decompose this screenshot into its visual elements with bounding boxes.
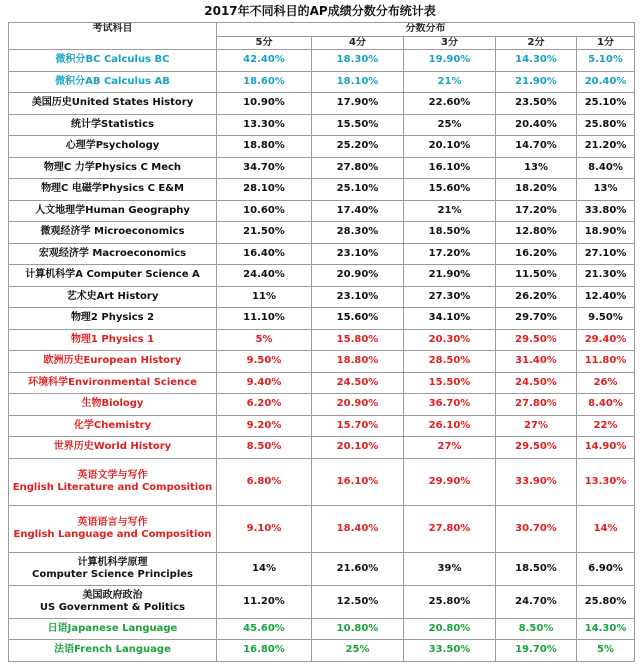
table-row (9, 372, 635, 394)
subject-label: 生物Biology (81, 398, 144, 410)
subject-label: Computer Science Principles (31, 568, 193, 580)
score-cell: 27% (496, 415, 577, 437)
subject-cell (9, 136, 217, 158)
score-cell: 18.20% (496, 179, 577, 201)
score-cell: 30.70% (496, 505, 577, 552)
score-cell: 8.40% (577, 157, 635, 179)
score-cell: 20.40% (577, 71, 635, 93)
score-cell: 17.90% (312, 93, 404, 115)
score-cell: 29.70% (496, 308, 577, 330)
score-cell: 20.10% (404, 136, 496, 158)
score-cell: 16.10% (404, 157, 496, 179)
subject-cell (9, 308, 217, 330)
score-cell: 11.20% (217, 585, 312, 618)
score-cell: 16.40% (217, 243, 312, 265)
score-cell: 10.90% (217, 93, 312, 115)
score-cell: 6.80% (217, 458, 312, 505)
subject-cell (9, 243, 217, 265)
subject-cell (9, 552, 217, 585)
table-row (9, 71, 635, 93)
subject-label: 欧洲历史European History (43, 355, 182, 367)
table-row (9, 265, 635, 287)
subject-cell (9, 179, 217, 201)
subject-label: 艺术史Art History (66, 290, 159, 302)
score-cell: 25.80% (577, 585, 635, 618)
table-row (9, 157, 635, 179)
subject-cell (9, 50, 217, 72)
subject-label: 微积分AB Calculus AB (55, 75, 170, 87)
score-cell: 34.70% (217, 157, 312, 179)
score-cell: 15.60% (404, 179, 496, 201)
score-header: 1分 (577, 36, 635, 50)
score-cell: 9.20% (217, 415, 312, 437)
table-row (9, 93, 635, 115)
score-cell: 5.10% (577, 50, 635, 72)
score-cell: 9.10% (217, 505, 312, 552)
score-cell: 13% (577, 179, 635, 201)
score-cell: 9.40% (217, 372, 312, 394)
score-table (8, 22, 635, 662)
score-cell: 21.20% (577, 136, 635, 158)
score-cell: 27.80% (404, 505, 496, 552)
subject-cell (9, 640, 217, 662)
subject-label: 法语French Language (54, 644, 171, 656)
score-cell: 19.90% (404, 50, 496, 72)
subject-label: 人文地理学Human Geography (35, 204, 190, 216)
score-cell: 13.30% (577, 458, 635, 505)
table-row (9, 415, 635, 437)
table-row (9, 618, 635, 640)
subject-label: 计算机科学A Computer Science A (25, 269, 200, 281)
score-cell: 6.20% (217, 394, 312, 416)
table-row (9, 222, 635, 244)
subject-label: 物理1 Physics 1 (70, 333, 155, 345)
score-cell: 10.60% (217, 200, 312, 222)
score-cell: 5% (217, 329, 312, 351)
score-cell: 8.40% (577, 394, 635, 416)
score-cell: 20.80% (404, 618, 496, 640)
score-cell: 20.40% (496, 114, 577, 136)
score-cell: 28.30% (312, 222, 404, 244)
score-cell: 16.10% (312, 458, 404, 505)
score-cell: 20.30% (404, 329, 496, 351)
score-cell: 16.20% (496, 243, 577, 265)
score-cell: 11.50% (496, 265, 577, 287)
table-row (9, 458, 635, 505)
subject-cell (9, 222, 217, 244)
subject-cell (9, 329, 217, 351)
score-cell: 9.50% (217, 351, 312, 373)
subject-label: 微积分BC Calculus BC (55, 54, 170, 66)
subject-cell (9, 505, 217, 552)
score-cell: 25% (404, 114, 496, 136)
score-cell: 20.90% (312, 265, 404, 287)
score-cell: 11% (217, 286, 312, 308)
score-cell: 18.50% (404, 222, 496, 244)
score-cell: 15.50% (404, 372, 496, 394)
score-cell: 14.70% (496, 136, 577, 158)
subject-cell (9, 286, 217, 308)
score-header: 4分 (312, 36, 404, 50)
subject-cell (9, 157, 217, 179)
score-cell: 16.80% (217, 640, 312, 662)
table-row (9, 437, 635, 459)
score-cell: 6.90% (577, 552, 635, 585)
score-cell: 17.20% (496, 200, 577, 222)
score-cell: 39% (404, 552, 496, 585)
score-cell: 18.80% (312, 351, 404, 373)
score-cell: 27.30% (404, 286, 496, 308)
subject-cell (9, 114, 217, 136)
table-row (9, 114, 635, 136)
subject-label: 物理C 力学Physics C Mech (43, 161, 182, 173)
table-row (9, 351, 635, 373)
score-cell: 15.60% (312, 308, 404, 330)
subject-label: 环境科学Environmental Science (28, 376, 197, 388)
distribution-header: 分数分布 (217, 23, 635, 37)
score-cell: 25.80% (404, 585, 496, 618)
score-cell: 42.40% (217, 50, 312, 72)
score-cell: 24.50% (312, 372, 404, 394)
score-cell: 21.50% (217, 222, 312, 244)
subject-cell (9, 372, 217, 394)
subject-cell (9, 200, 217, 222)
score-cell: 26.10% (404, 415, 496, 437)
subject-label: 美国历史United States History (31, 97, 194, 109)
score-cell: 23.10% (312, 243, 404, 265)
subject-cell (9, 394, 217, 416)
score-cell: 28.10% (217, 179, 312, 201)
score-cell: 26% (577, 372, 635, 394)
score-cell: 31.40% (496, 351, 577, 373)
table-row (9, 243, 635, 265)
score-cell: 9.50% (577, 308, 635, 330)
score-cell: 19.70% (496, 640, 577, 662)
score-cell: 21.60% (312, 552, 404, 585)
score-cell: 12.80% (496, 222, 577, 244)
table-row (9, 552, 635, 585)
table-row (9, 394, 635, 416)
score-cell: 25% (312, 640, 404, 662)
score-cell: 29.90% (404, 458, 496, 505)
score-cell: 33.50% (404, 640, 496, 662)
table-row (9, 200, 635, 222)
table-row (9, 308, 635, 330)
score-cell: 21% (404, 200, 496, 222)
subject-label: 宏观经济学 Macroeconomics (38, 247, 187, 259)
score-cell: 20.10% (312, 437, 404, 459)
score-cell: 45.60% (217, 618, 312, 640)
subject-label: 心理学Psychology (65, 140, 160, 152)
score-cell: 17.20% (404, 243, 496, 265)
header-row-group (9, 23, 635, 37)
table-row (9, 136, 635, 158)
score-cell: 12.40% (577, 286, 635, 308)
score-cell: 33.90% (496, 458, 577, 505)
subject-label: English Language and Composition (13, 528, 212, 540)
score-cell: 36.70% (404, 394, 496, 416)
subject-cell (9, 585, 217, 618)
score-cell: 27% (404, 437, 496, 459)
subject-cell (9, 458, 217, 505)
table-row (9, 505, 635, 552)
score-cell: 25.10% (312, 179, 404, 201)
table-row (9, 50, 635, 72)
table-row (9, 286, 635, 308)
score-cell: 18.30% (312, 50, 404, 72)
subject-label: US Government & Politics (39, 601, 186, 613)
score-cell: 10.80% (312, 618, 404, 640)
score-cell: 23.50% (496, 93, 577, 115)
score-cell: 29.50% (496, 329, 577, 351)
score-cell: 22% (577, 415, 635, 437)
score-cell: 14% (217, 552, 312, 585)
table-row (9, 329, 635, 351)
score-cell: 25.20% (312, 136, 404, 158)
score-cell: 34.10% (404, 308, 496, 330)
subject-label: 物理C 电磁学Physics C E&M (41, 183, 184, 195)
page-title: 2017年不同科目的AP成绩分数分布统计表 (204, 4, 436, 18)
score-cell: 5% (577, 640, 635, 662)
score-cell: 21.90% (496, 71, 577, 93)
table-row (9, 179, 635, 201)
score-cell: 25.10% (577, 93, 635, 115)
score-cell: 8.50% (496, 618, 577, 640)
score-cell: 33.80% (577, 200, 635, 222)
table-row (9, 585, 635, 618)
score-cell: 14.90% (577, 437, 635, 459)
score-cell: 23.10% (312, 286, 404, 308)
score-cell: 18.90% (577, 222, 635, 244)
subject-label: 计算机科学原理 (77, 556, 148, 568)
table-row (9, 640, 635, 662)
score-cell: 14% (577, 505, 635, 552)
score-cell: 25.80% (577, 114, 635, 136)
score-cell: 21.30% (577, 265, 635, 287)
score-cell: 21.90% (404, 265, 496, 287)
score-cell: 18.50% (496, 552, 577, 585)
subject-header: 考试科目 (9, 23, 217, 50)
score-cell: 14.30% (577, 618, 635, 640)
subject-label: 英语文学与写作 (77, 469, 148, 481)
score-cell: 12.50% (312, 585, 404, 618)
score-cell: 15.70% (312, 415, 404, 437)
score-cell: 14.30% (496, 50, 577, 72)
score-cell: 18.10% (312, 71, 404, 93)
score-cell: 26.20% (496, 286, 577, 308)
score-cell: 28.50% (404, 351, 496, 373)
subject-cell (9, 437, 217, 459)
subject-cell (9, 351, 217, 373)
subject-label: 英语语言与写作 (77, 516, 148, 528)
score-cell: 29.40% (577, 329, 635, 351)
subject-label: 美国政府政治 (82, 589, 143, 601)
score-cell: 27.80% (312, 157, 404, 179)
subject-cell (9, 618, 217, 640)
score-cell: 27.80% (496, 394, 577, 416)
score-cell: 24.70% (496, 585, 577, 618)
subject-cell (9, 415, 217, 437)
score-cell: 18.40% (312, 505, 404, 552)
subject-cell (9, 265, 217, 287)
score-cell: 18.60% (217, 71, 312, 93)
score-cell: 15.80% (312, 329, 404, 351)
score-cell: 13.30% (217, 114, 312, 136)
subject-label: English Literature and Composition (12, 481, 213, 493)
subject-label: 日语Japanese Language (47, 622, 178, 634)
subject-label: 物理2 Physics 2 (70, 312, 155, 324)
subject-cell (9, 93, 217, 115)
score-cell: 11.10% (217, 308, 312, 330)
score-header: 5分 (217, 36, 312, 50)
subject-label: 世界历史World History (53, 441, 172, 453)
score-cell: 21% (404, 71, 496, 93)
subject-label: 统计学Statistics (71, 118, 154, 130)
score-cell: 11.80% (577, 351, 635, 373)
score-cell: 24.50% (496, 372, 577, 394)
score-cell: 8.50% (217, 437, 312, 459)
subject-label: 微观经济学 Microeconomics (40, 226, 185, 238)
subject-cell (9, 71, 217, 93)
score-cell: 17.40% (312, 200, 404, 222)
score-cell: 24.40% (217, 265, 312, 287)
score-header: 2分 (496, 36, 577, 50)
score-header: 3分 (404, 36, 496, 50)
score-cell: 13% (496, 157, 577, 179)
score-cell: 29.50% (496, 437, 577, 459)
score-cell: 22.60% (404, 93, 496, 115)
score-cell: 18.80% (217, 136, 312, 158)
score-cell: 15.50% (312, 114, 404, 136)
score-cell: 20.90% (312, 394, 404, 416)
score-cell: 27.10% (577, 243, 635, 265)
subject-label: 化学Chemistry (73, 419, 152, 431)
